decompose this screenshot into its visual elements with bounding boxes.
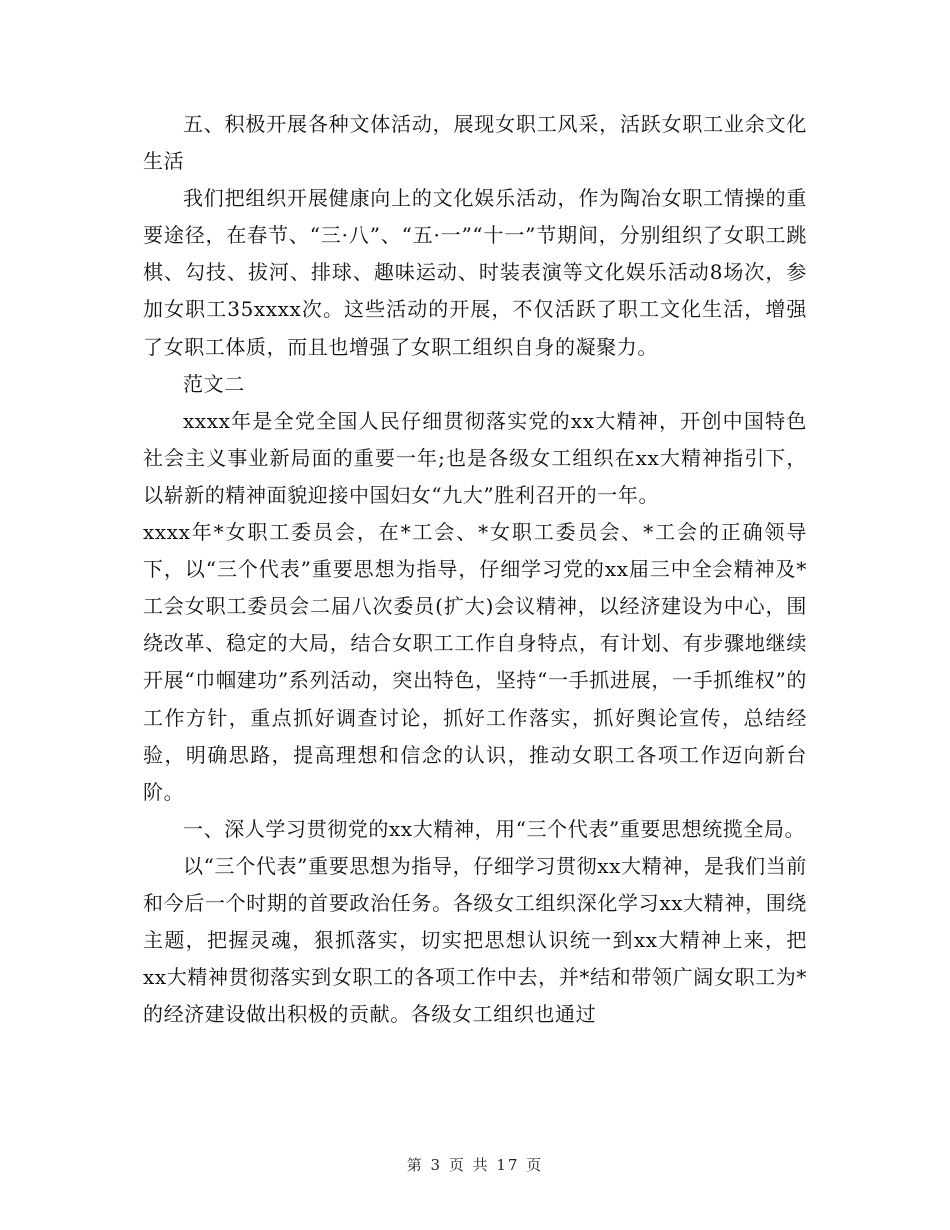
section-heading-five: 五、积极开展各种文体活动，展现女职工风采，活跃女职工业余文化生活	[143, 112, 807, 174]
document-body	[143, 106, 807, 1033]
paragraph-three-represents: 以“三个代表”重要思想为指导，仔细学习贯彻xx大精神，是我们当前和今后一个时期的首要政治任务。各级女工组织深化学习xx大精神，围绕主题，把握灵魂，狠抓落实，切实把思想认识统一到xx大精神上来，把xx大精神贯彻落实到女职工的各项工作中去，并*结和带领广阔女职工为*的经济建设做出积极的贡献。各级女工组织也通过	[143, 853, 807, 1027]
paragraph-committee-work: xxxx年*女职工委员会，在*工会、*女职工委员会、*工会的正确领导下，以“三个代表”重要思想为指导，仔细学习党的xx届三中全会精神及*工会女职工委员会二届八次委员(扩大)会议精神，以经济建设为中心，围绕改革、稳定的大局，结合女职工工作自身特点，有计划、有步骤地继续开展“巾帼建功”系列活动，突出特色，坚持“一手抓进展，一手抓维权”的工作方针，重点抓好调查讨论，抓好工作落实，抓好舆论宣传，总结经验，明确思路，提高理想和信念的认识，推动女职工各项工作迈向新台阶。	[143, 520, 807, 804]
paragraph-cultural-activities: 我们把组织开展健康向上的文化娱乐活动，作为陶冶女职工情操的重要途径，在春节、“三·八”、“五·一”“十一”节期间，分别组织了女职工跳棋、勾技、拔河、排球、趣味运动、时装表演等文化娱乐活动8场次，参加女职工35xxxx次。这些活动的开展，不仅活跃了职工文化生活，增强了女职工体质，而且也增强了女职工组织自身的凝聚力。	[143, 186, 807, 359]
page-number-footer: 第 3 页 共 17 页	[406, 1156, 544, 1174]
section-heading-one: 一、深人学习贯彻党的xx大精神，用“三个代表”重要思想统揽全局。	[183, 816, 806, 841]
paragraph-year-intro: xxxx年是全党全国人民仔细贯彻落实党的xx大精神，开创中国特色社会主义事业新局面的重要一年;也是各级女工组织在xx大精神指引下，以崭新的精神面貌迎接中国妇女“九大”胜利召开的一年。	[143, 408, 807, 507]
sample-heading-two: 范文二	[183, 371, 245, 396]
